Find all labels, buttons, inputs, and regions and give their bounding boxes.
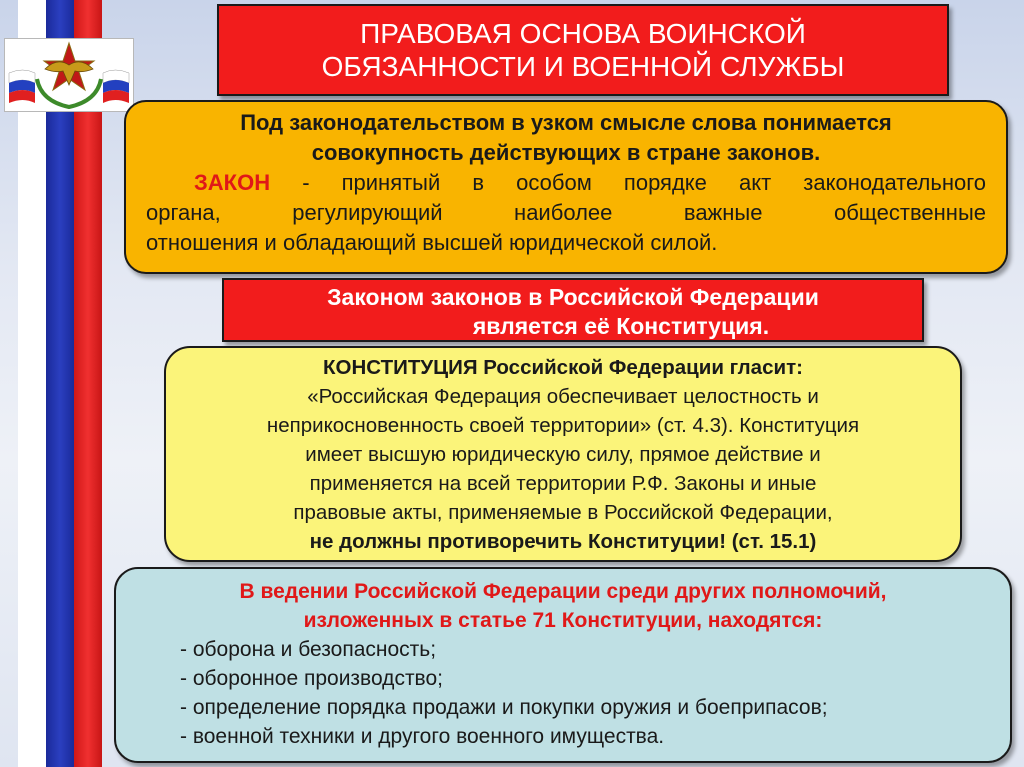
powers-list	[116, 635, 1010, 751]
law-definition-line-1	[146, 168, 986, 198]
title-line-2: ОБЯЗАННОСТИ И ВОЕННОЙ СЛУЖБЫ	[321, 51, 845, 82]
quote-heading: КОНСТИТУЦИЯ Российской Федерации гласит:	[323, 356, 803, 379]
constitution-quote-box	[164, 346, 962, 562]
federal-powers-box	[114, 567, 1012, 763]
flag-stripe-red	[74, 0, 102, 767]
powers-heading-line-2: изложенных в статье 71 Конституции, находятся:	[303, 609, 823, 632]
constitution-banner	[222, 278, 924, 342]
quote-line-3: имеет высшую юридическую силу, прямое действие и	[305, 443, 821, 466]
flag-stripe-blue	[46, 0, 74, 767]
quote-line-2: неприкосновенность своей территории» (ст. 4.3). Конституция	[266, 414, 860, 437]
quote-line-4: применяется на всей территории Р.Ф. Законы и иные	[309, 472, 817, 495]
flag-stripe-white	[18, 0, 46, 767]
list-item: - военной техники и другого военного имущества.	[180, 725, 665, 748]
constitution-banner-line-1: Законом законов в Российской Федерации	[327, 284, 819, 310]
law-line-2: совокупность действующих в стране законов.	[311, 140, 821, 165]
slide-title	[217, 4, 949, 96]
quote-line-1: «Российская Федерация обеспечивает целостность и	[307, 385, 819, 408]
powers-heading-line-1: В ведении Российской Федерации среди других полномочий,	[239, 580, 887, 603]
law-line-1: Под законодательством в узком смысле слова понимается	[240, 110, 892, 135]
legislation-definition-box	[124, 100, 1008, 274]
law-def-line-2: органа, регулирующий наиболее важные общественные	[146, 200, 986, 225]
list-item: - оборонное производство;	[180, 667, 443, 690]
list-item: - определение порядка продажи и покупки оружия и боеприпасов;	[180, 696, 828, 719]
title-line-1: ПРАВОВАЯ ОСНОВА ВОИНСКОЙ	[360, 18, 806, 49]
law-def-line-3: отношения и обладающий высшей юридической силой.	[146, 230, 718, 255]
constitution-banner-line-2: является её Конституция.	[472, 313, 770, 339]
quote-line-6: не должны противоречить Конституции! (ст. 15.1)	[309, 530, 817, 553]
law-term: ЗАКОН	[194, 170, 271, 195]
quote-line-5: правовые акты, применяемые в Российской Федерации,	[293, 501, 833, 524]
list-item: - оборона и безопасность;	[180, 638, 437, 661]
law-def-text-1: - принятый в особом порядке акт законодательного	[270, 170, 986, 195]
armed-forces-emblem-icon	[4, 38, 134, 112]
